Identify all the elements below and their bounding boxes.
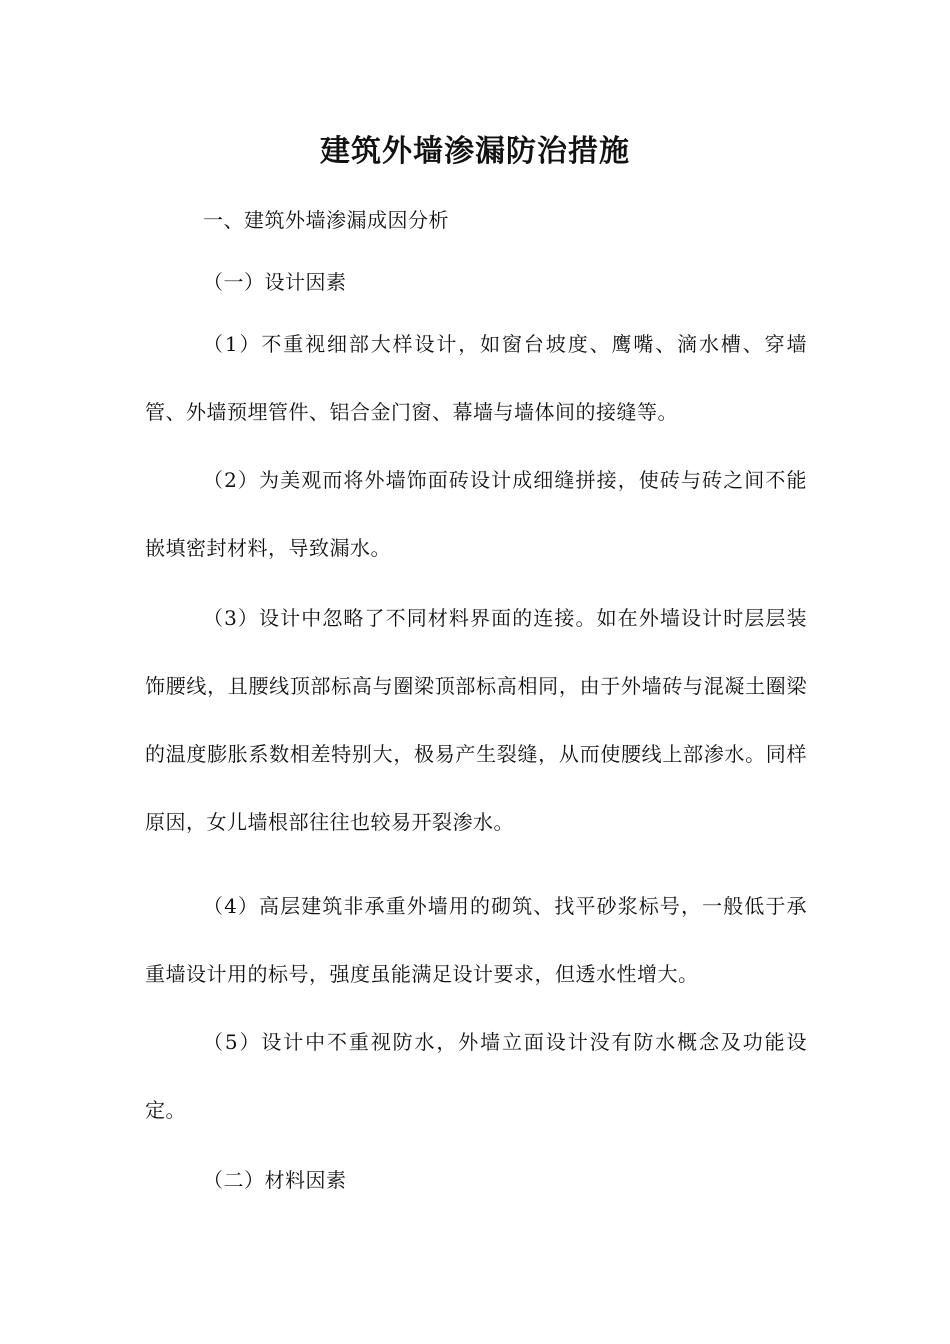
subsection-heading-design: （一）设计因素 [203,270,347,294]
paragraph-5: （5）设计中不重视防水，外墙立面设计没有防水概念及功能设定。 [145,1030,807,1122]
paragraph-4: （4）高层建筑非承重外墙用的砌筑、找平砂浆标号，一般低于承重墙设计用的标号，强度虽能满足设计要求，但透水性增大。 [145,894,807,986]
subsection-heading-materials: （二）材料因素 [203,1168,347,1192]
paragraph-3: （3）设计中忽略了不同材料界面的连接。如在外墙设计时层层装饰腰线，且腰线顶部标高与圈梁顶部标高相同，由于外墙砖与混凝土圈梁的温度膨胀系数相差特别大，极易产生裂缝，从而使腰线上部渗水。同样原因，女儿墙根部往往也较易开裂渗水。 [145,606,807,834]
document-title: 建筑外墙渗漏防治措施 [320,134,630,169]
paragraph-2: （2）为美观而将外墙饰面砖设计成细缝拼接，使砖与砖之间不能嵌填密封材料，导致漏水。 [145,468,807,560]
paragraph-1: （1）不重视细部大样设计，如窗台坡度、鹰嘴、滴水槽、穿墙管、外墙预埋管件、铝合金门窗、幕墙与墙体间的接缝等。 [145,332,807,424]
section-heading: 一、建筑外墙渗漏成因分析 [203,208,449,232]
